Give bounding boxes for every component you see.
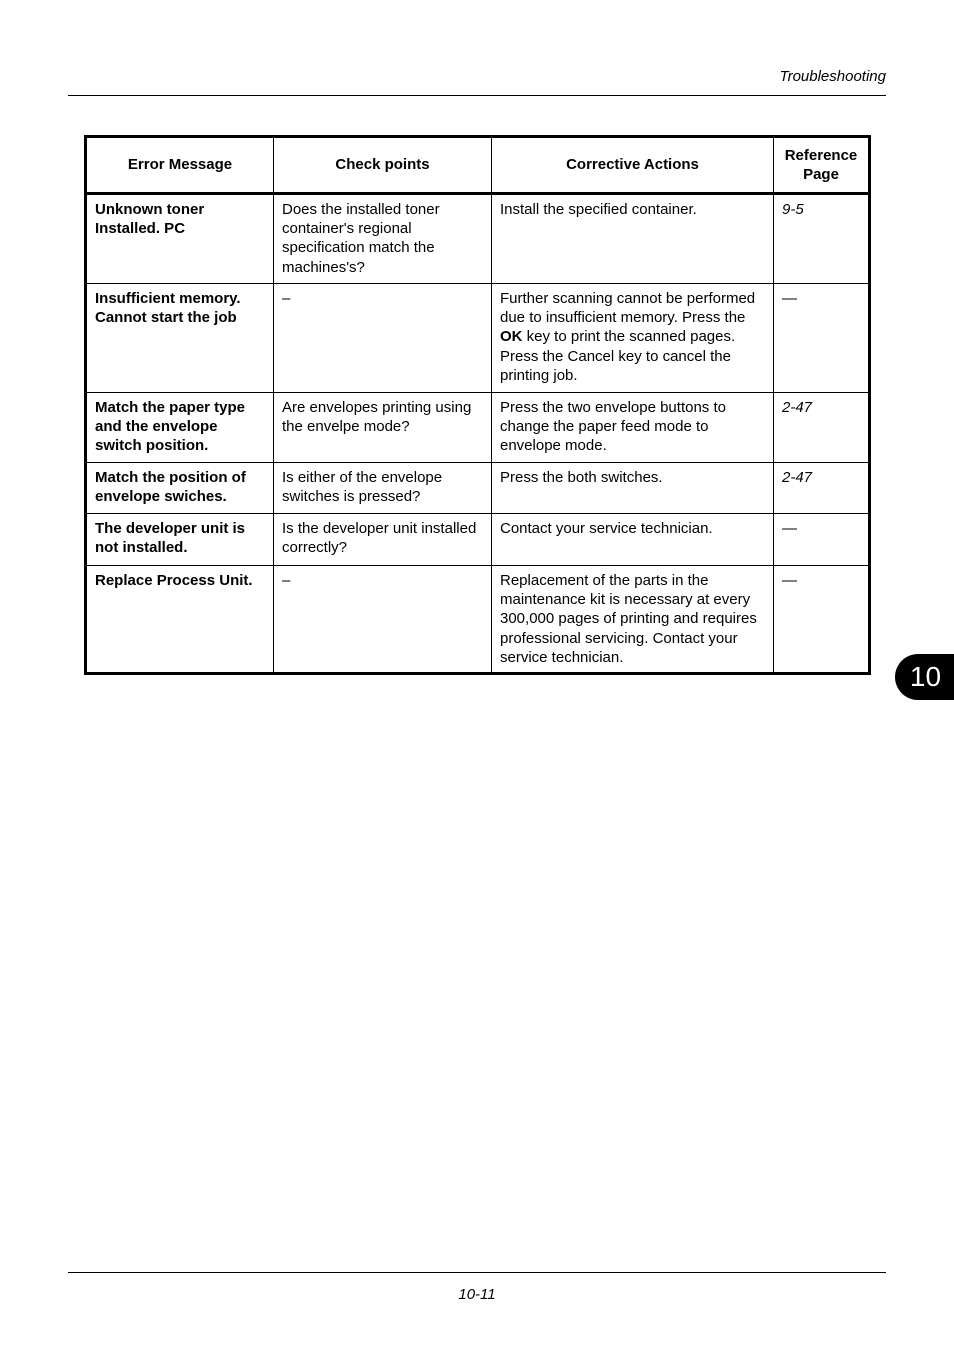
table-header-row	[86, 137, 870, 194]
check-points-cell: –	[274, 566, 492, 674]
error-message-cell: Match the paper type and the envelope switch position.	[86, 393, 274, 463]
error-message-cell: The developer unit is not installed.	[86, 514, 274, 566]
table-row	[86, 463, 870, 514]
error-message-cell: Replace Process Unit.	[86, 566, 274, 674]
section-title: Troubleshooting	[779, 68, 886, 85]
check-points-cell: –	[274, 284, 492, 393]
check-points-cell: Are envelopes printing using the envelpe mode?	[274, 393, 492, 463]
reference-page-cell: 2-47	[774, 393, 870, 463]
reference-page-cell: —	[774, 514, 870, 566]
corrective-action-text: Further scanning cannot be performed due to insufficient memory. Press the	[500, 290, 756, 327]
corrective-action-text: Press the both switches.	[500, 469, 663, 486]
table-row	[86, 194, 870, 284]
column-header-error-message: Error Message	[86, 137, 274, 194]
corrective-actions-cell	[492, 393, 774, 463]
corrective-actions-cell	[492, 566, 774, 674]
reference-page-cell: —	[774, 566, 870, 674]
table-row	[86, 284, 870, 393]
corrective-actions-cell	[492, 463, 774, 514]
corrective-action-key: OK	[500, 328, 523, 346]
reference-page-cell: —	[774, 284, 870, 393]
footer-divider	[68, 1272, 886, 1273]
corrective-actions-cell	[492, 194, 774, 284]
error-message-table	[84, 135, 871, 675]
column-header-corrective-actions: Corrective Actions	[492, 137, 774, 194]
check-points-cell: Is the developer unit installed correctly?	[274, 514, 492, 566]
chapter-tab: 10	[895, 654, 954, 700]
page-number: 10-11	[458, 1286, 496, 1303]
corrective-actions-cell	[492, 284, 774, 393]
corrective-action-text: Install the specified container.	[500, 201, 697, 218]
error-message-cell: Match the position of envelope swiches.	[86, 463, 274, 514]
column-header-check-points: Check points	[274, 137, 492, 194]
error-message-cell: Unknown toner Installed. PC	[86, 194, 274, 284]
table-row	[86, 566, 870, 674]
reference-page-cell: 9-5	[774, 194, 870, 284]
check-points-cell: Is either of the envelope switches is pressed?	[274, 463, 492, 514]
corrective-action-text-after: key to print the scanned pages. Press the Cancel key to cancel the printing job.	[500, 328, 736, 384]
reference-page-cell: 2-47	[774, 463, 870, 514]
table-row	[86, 393, 870, 463]
header-divider	[68, 95, 886, 96]
check-points-cell: Does the installed toner container's regional specification match the machines's?	[274, 194, 492, 284]
corrective-actions-cell	[492, 514, 774, 566]
corrective-action-text: Press the two envelope buttons to change the paper feed mode to envelope mode.	[500, 399, 726, 455]
column-header-reference-page: Reference Page	[774, 137, 870, 194]
corrective-action-text: Contact your service technician.	[500, 520, 713, 537]
error-message-cell: Insufficient memory. Cannot start the job	[86, 284, 274, 393]
table-row	[86, 514, 870, 566]
corrective-action-text: Replacement of the parts in the maintenance kit is necessary at every 300,000 pages of printing and requires professional servicing. Contact your service technician.	[500, 572, 757, 666]
